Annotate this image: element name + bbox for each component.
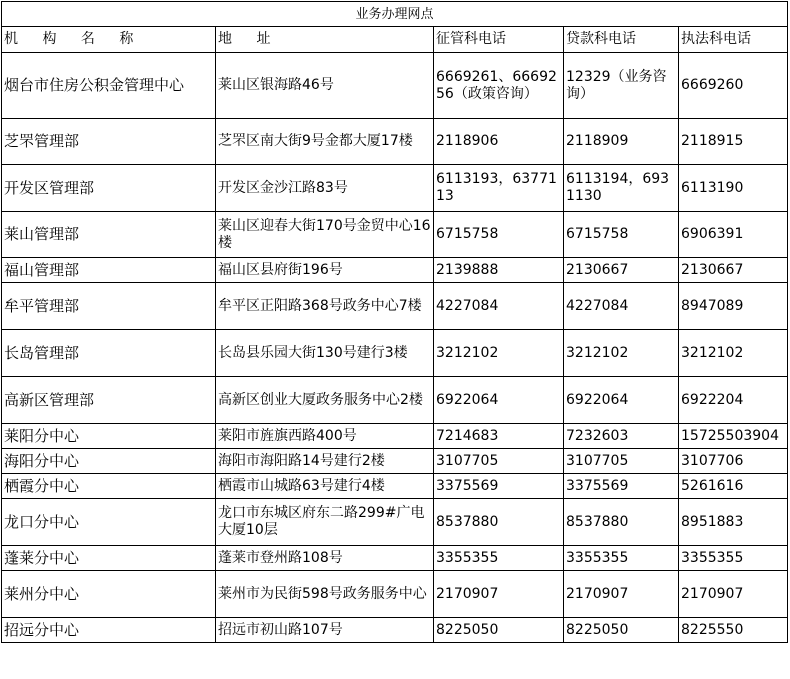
cell-name: 烟台市住房公积金管理中心 <box>2 53 216 119</box>
cell-collection-phone: 4227084 <box>434 283 564 330</box>
cell-name: 龙口分中心 <box>2 499 216 546</box>
cell-loan-phone: 3212102 <box>564 330 679 377</box>
cell-enforcement-phone: 6906391 <box>679 212 788 258</box>
table-title: 业务办理网点 <box>2 2 788 27</box>
cell-collection-phone: 3212102 <box>434 330 564 377</box>
cell-loan-phone: 3107705 <box>564 449 679 474</box>
header-enforcement-phone: 执法科电话 <box>679 27 788 53</box>
title-row <box>2 2 788 27</box>
cell-name: 海阳分中心 <box>2 449 216 474</box>
cell-name: 开发区管理部 <box>2 165 216 212</box>
cell-enforcement-phone: 2130667 <box>679 258 788 283</box>
service-outlets-table <box>1 1 788 643</box>
cell-enforcement-phone: 5261616 <box>679 474 788 499</box>
cell-collection-phone: 6113193，6377113 <box>434 165 564 212</box>
cell-enforcement-phone: 15725503904 <box>679 424 788 449</box>
cell-loan-phone: 2170907 <box>564 571 679 618</box>
table-row <box>2 212 788 258</box>
table-row <box>2 53 788 119</box>
cell-name: 蓬莱分中心 <box>2 546 216 571</box>
cell-address: 招远市初山路107号 <box>216 618 434 643</box>
table-row <box>2 546 788 571</box>
cell-collection-phone: 8537880 <box>434 499 564 546</box>
table-row <box>2 377 788 424</box>
table-row <box>2 258 788 283</box>
cell-collection-phone: 3355355 <box>434 546 564 571</box>
cell-loan-phone: 8225050 <box>564 618 679 643</box>
cell-enforcement-phone: 6669260 <box>679 53 788 119</box>
cell-collection-phone: 6922064 <box>434 377 564 424</box>
cell-name: 福山管理部 <box>2 258 216 283</box>
cell-address: 龙口市东城区府东二路299#广电大厦10层 <box>216 499 434 546</box>
cell-name: 长岛管理部 <box>2 330 216 377</box>
cell-loan-phone: 2130667 <box>564 258 679 283</box>
table-row <box>2 571 788 618</box>
table-row <box>2 165 788 212</box>
cell-loan-phone: 6113194，6931130 <box>564 165 679 212</box>
cell-collection-phone: 7214683 <box>434 424 564 449</box>
table-body <box>2 2 788 643</box>
cell-name: 莱州分中心 <box>2 571 216 618</box>
cell-address: 栖霞市山城路63号建行4楼 <box>216 474 434 499</box>
cell-enforcement-phone: 6113190 <box>679 165 788 212</box>
cell-name: 栖霞分中心 <box>2 474 216 499</box>
cell-collection-phone: 8225050 <box>434 618 564 643</box>
cell-loan-phone: 4227084 <box>564 283 679 330</box>
cell-enforcement-phone: 3107706 <box>679 449 788 474</box>
cell-enforcement-phone: 8951883 <box>679 499 788 546</box>
table-row <box>2 499 788 546</box>
header-name: 机 构 名 称 <box>2 27 216 53</box>
cell-collection-phone: 2139888 <box>434 258 564 283</box>
header-loan-phone: 贷款科电话 <box>564 27 679 53</box>
cell-address: 牟平区正阳路368号政务中心7楼 <box>216 283 434 330</box>
cell-name: 牟平管理部 <box>2 283 216 330</box>
cell-address: 莱山区银海路46号 <box>216 53 434 119</box>
cell-address: 莱阳市旌旗西路400号 <box>216 424 434 449</box>
cell-name: 高新区管理部 <box>2 377 216 424</box>
cell-loan-phone: 2118909 <box>564 119 679 165</box>
cell-address: 长岛县乐园大街130号建行3楼 <box>216 330 434 377</box>
cell-enforcement-phone: 8947089 <box>679 283 788 330</box>
cell-collection-phone: 2118906 <box>434 119 564 165</box>
cell-loan-phone: 6922064 <box>564 377 679 424</box>
table-row <box>2 119 788 165</box>
cell-enforcement-phone: 2118915 <box>679 119 788 165</box>
cell-collection-phone: 2170907 <box>434 571 564 618</box>
cell-address: 海阳市海阳路14号建行2楼 <box>216 449 434 474</box>
cell-enforcement-phone: 6922204 <box>679 377 788 424</box>
cell-collection-phone: 3375569 <box>434 474 564 499</box>
cell-address: 蓬莱市登州路108号 <box>216 546 434 571</box>
cell-address: 莱州市为民街598号政务服务中心 <box>216 571 434 618</box>
cell-enforcement-phone: 2170907 <box>679 571 788 618</box>
cell-collection-phone: 6669261、6669256（政策咨询） <box>434 53 564 119</box>
cell-loan-phone: 3375569 <box>564 474 679 499</box>
cell-name: 招远分中心 <box>2 618 216 643</box>
cell-name: 莱阳分中心 <box>2 424 216 449</box>
header-row <box>2 27 788 53</box>
cell-enforcement-phone: 3212102 <box>679 330 788 377</box>
header-address: 地 址 <box>216 27 434 53</box>
table-row <box>2 283 788 330</box>
header-collection-phone: 征管科电话 <box>434 27 564 53</box>
cell-address: 莱山区迎春大街170号金贸中心16楼 <box>216 212 434 258</box>
cell-loan-phone: 6715758 <box>564 212 679 258</box>
table-row <box>2 618 788 643</box>
cell-enforcement-phone: 3355355 <box>679 546 788 571</box>
cell-loan-phone: 12329（业务咨询） <box>564 53 679 119</box>
cell-loan-phone: 8537880 <box>564 499 679 546</box>
cell-address: 高新区创业大厦政务服务中心2楼 <box>216 377 434 424</box>
table-row <box>2 449 788 474</box>
cell-loan-phone: 7232603 <box>564 424 679 449</box>
cell-loan-phone: 3355355 <box>564 546 679 571</box>
table-row <box>2 474 788 499</box>
cell-name: 芝罘管理部 <box>2 119 216 165</box>
cell-enforcement-phone: 8225550 <box>679 618 788 643</box>
cell-collection-phone: 3107705 <box>434 449 564 474</box>
cell-address: 开发区金沙江路83号 <box>216 165 434 212</box>
table-row <box>2 330 788 377</box>
table-row <box>2 424 788 449</box>
cell-collection-phone: 6715758 <box>434 212 564 258</box>
cell-name: 莱山管理部 <box>2 212 216 258</box>
cell-address: 芝罘区南大街9号金都大厦17楼 <box>216 119 434 165</box>
cell-address: 福山区县府街196号 <box>216 258 434 283</box>
